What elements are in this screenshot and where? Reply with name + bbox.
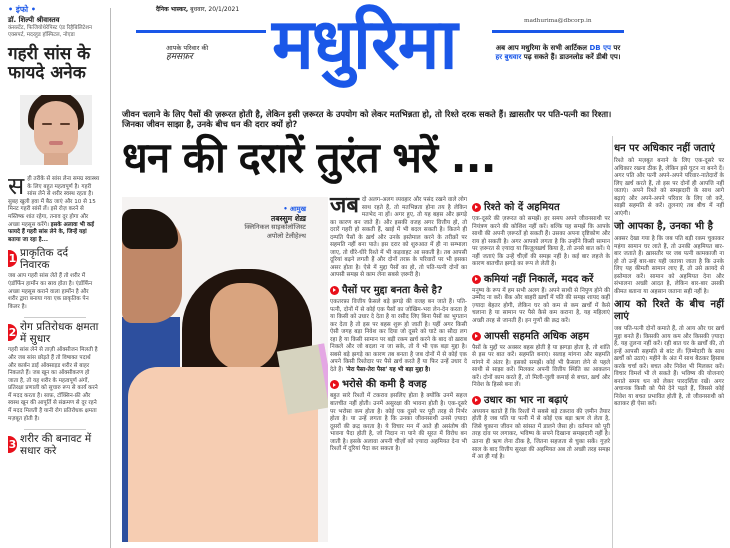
sidebar-dropcap: स bbox=[8, 172, 25, 200]
point-body: जब आप गहरी सांस लेते हैं तो शरीर में एंडॉर्फिन हार्मोन का स्राव होता है। एंडॉर्फिन अच्छा महसूस कराने वाला हार्मोन है और शरीर द्वारा बनाया गया एक प्राकृतिक पेन किलर है। bbox=[8, 273, 93, 310]
tagline-line-1: आपके परिवार की bbox=[166, 44, 209, 52]
article-column-1 bbox=[330, 193, 467, 454]
point-number-badge: 1 bbox=[8, 252, 17, 266]
section-heading bbox=[472, 394, 610, 407]
couple-with-money-photo bbox=[122, 197, 328, 542]
sidebar-intro-bold: इसके अलावा भी कई फायदे हैं गहरी सांस लेने के, जिन्हें यहां बताया जा रहा है... bbox=[8, 221, 94, 243]
column-divider bbox=[110, 8, 111, 548]
section-heading bbox=[472, 330, 610, 343]
woman-breathing-photo bbox=[20, 95, 92, 165]
point-number-badge: 2 bbox=[8, 326, 17, 340]
point-title: प्राकृतिक दर्द निवारक bbox=[20, 247, 69, 271]
section-text: एकतरफ़ा वित्तीय फ़ैसले बड़े झगड़े की वजह बन जाते हैं। पति-पत्नी, दोनों में से कोई एक पैसों का जोखिम-भरा लेन-देन करता है या किसी को उधार दे देता है या रसीद लिए बिना पैसों का भुगतान कर देता है तो इस पर बहस शुरू हो जाती है। यहीं अगर किसी ऐसी जगह बड़ा निवेश कर दिया जो दूसरे को घाटे का सौदा लग रहा है या किसी सामान पर बड़ी रकम ख़र्च करने के बाद वो ख़राब निकले और जो बदला ना जा सके, तो ये भी एक बड़ा मुद्दा है। सबसे बड़े झगड़े का कारण तब बनता है जब दोनों में से कोई एक अपने किसी रिश्तेदार पर पैसे ख़र्च करते हैं या फिर उन्हें उधार दे देते हैं। bbox=[330, 299, 467, 373]
red-play-bullet-icon bbox=[330, 286, 339, 295]
red-play-bullet-icon bbox=[472, 396, 481, 405]
section-heading bbox=[330, 284, 467, 297]
promo-mid: पर bbox=[610, 44, 621, 52]
article-byline bbox=[196, 205, 306, 241]
point-title: रोग प्रतिरोधक क्षमता में सुधार bbox=[20, 321, 99, 345]
section-title: आपसी सहमति अधिक अहम bbox=[484, 330, 590, 342]
section-body: एक-दूसरे की ज़रूरत को समझें। हर समय अपने जीवनसाथी पर नियंत्रण करने की कोशिश नहीं करें। बल्कि यह समझें कि आपके साथी की अपनी ज़रूरतें हो सकती हैं। उसका अपना दृष्टिकोण और राय हो सकती है। अगर आपको लगता है कि उन्होंने किसी सामान पर ज़रूरत से ज़्यादा या फ़िज़ूलख़र्च किया है, तो उनसे बात करें। ये नहीं जताएं कि उन्हें चीज़ों की समझ नहीं है। कई बार लहजे के कारण बातचीत झगड़े का रूप ले लेती है। bbox=[472, 216, 610, 268]
byline-tag: • आमुख bbox=[283, 205, 306, 213]
section-heading bbox=[330, 378, 467, 391]
right-section-body: जब पति-पत्नी दोनों कमाते हैं, तो आय और घर ख़र्च मुद्दा बनते हैं। किसकी आय कम और किसकी ज़्यादा है, यह तुलना नहीं करें। रही बात घर के ख़र्चों की, तो इन्हें आपसी सहमति से बांट लें। ज़िम्मेदारी के साथ ख़र्चों को उठाएं। महीने के अंत में साथ बैठकर हिसाब करके चर्चा करें। बचत और निवेश भी मिलकर करें। विचार विमर्श भी ले सकते हैं। भविष्य की योजनाएं बनाते समय धन को लेकर पारदर्शिता रखें। अगर अचानक किसी को पैसे देने पड़ते हैं, जिससे कोई निवेश या बचत प्रभावित होती है, तो जीवनसाथी को बताकर ही ऐसा करें। bbox=[614, 326, 724, 407]
sidebar-point-1 bbox=[8, 248, 100, 311]
tagline bbox=[166, 44, 208, 62]
right-section-title: आय को रिश्ते के बीच नहीं लाएं bbox=[614, 299, 724, 322]
lead-paragraph bbox=[330, 193, 467, 280]
promo-app-name: DB एप bbox=[589, 44, 611, 52]
section-title: उधार का भार ना बढ़ाएं bbox=[484, 394, 568, 406]
byline-name: तबस्सुम शेख़ bbox=[271, 214, 306, 223]
section-title: भरोसे की कमी है वजह bbox=[342, 379, 427, 391]
paper-name: दैनिक भास्कर, bbox=[156, 6, 189, 13]
tagline-line-2: हमसफ़र bbox=[166, 52, 193, 62]
section-body: बहुत सारे रिश्तों में टकराव इसलिए होता है क्योंकि उनमें सहज बातचीत नहीं होती। उनमें असुरक्षा की भावना होती है। एक-दूसरे पर भरोसा कम होता है। कोई एक दूसरे पर पूरी तरह से निर्भर होता है। या उन्हें लगता है कि उनका जीवनसाथी उनसे ज़्यादा दूसरों की क़द्र करता है। ये विचार मन में आते ही असंतोष की भावना पैदा होती है, जो निदान ना पाने की सूरत में विरोध बन जाती है। इसके अलावा अपनी चीज़ों को ज़्यादा अहमियत देना भी रिश्तों में दूरियां पैदा कर सकता है। bbox=[330, 393, 467, 453]
sidebar-author: डॉ. शिल्पी श्रीवास्तव bbox=[8, 16, 60, 24]
right-section-title: धन पर अधिकार नहीं जताएं bbox=[614, 143, 715, 154]
page-header bbox=[112, 0, 730, 100]
section-heading bbox=[472, 201, 610, 214]
info-tag: • इंफो • bbox=[8, 5, 36, 14]
section-body bbox=[330, 299, 467, 374]
promo-day: हर बुधवार bbox=[495, 53, 522, 61]
masthead-logo: मधुरिमा bbox=[272, 3, 456, 85]
red-play-bullet-icon bbox=[330, 380, 339, 389]
edition-date bbox=[156, 5, 239, 13]
header-rule bbox=[136, 30, 266, 33]
date-text: बुधवार, 20/1/2021 bbox=[188, 6, 240, 13]
section-heading bbox=[472, 273, 610, 286]
section-title: पैसों पर मुद्दा बनता कैसे है? bbox=[342, 285, 443, 297]
section-body: अध्ययन बताते हैं कि रिश्तों में सबसे बड़े टकराव की ज़मीन तैयार होती है जब पति या पत्नी में से कोई एक बड़ा ऋण ले लेता है, जिसे चुकाना जीवन को सांसत में डालने जैसा हो। वर्तमान को पूरी तरह दांव पर लगाकर, भविष्य के सपने दिखाना समझदारी नहीं है। उतना ही ऋण लेना ठीक है, जितना सहजता से चुका सकें। गुज़रे साल के बाद वित्तीय सुरक्षा की अहमियत अब तो अच्छी तरह समझ में आ ही गई है। bbox=[472, 408, 610, 461]
promo-text-1: अब आप मधुरिमा के सभी आर्टिकल bbox=[495, 44, 588, 52]
red-play-bullet-icon bbox=[472, 332, 481, 341]
section-title: रिश्ते को दें अहमियत bbox=[484, 202, 560, 213]
section-bold-text: 'मेरा पैसा-तेरा पैसा' यह भी बड़ा मुद्दा है। bbox=[345, 366, 431, 373]
contact-email[interactable]: madhurima@dbcorp.in bbox=[524, 18, 592, 24]
point-number-badge: 3 bbox=[8, 438, 17, 452]
article-column-2 bbox=[472, 197, 610, 462]
article-deck: जीवन चलाने के लिए पैसों की ज़रूरत होती है, लेकिन इसी ज़रूरत के उपयोग को लेकर मतभिन्नता हो, तो रिश्ते दरक सकते हैं। ख़ासतौर पर पति-पत्नी का रिश्ता। जिनका जीवन साझा है, उनके बीच धन की दरार क्यों हो? bbox=[122, 109, 612, 129]
section-title: कमियां नहीं निकालें, मदद करें bbox=[484, 273, 594, 285]
sidebar-intro-text: ही तरीके से सांस लेना समग्र स्वास्थ्य के लिए बहुत महत्वपूर्ण है। गहरी सांस लेने से शरीर स्वस्थ रहता है। सुबह खुली हवा में बैठ जाएं और 10 से 15 मिनट गहरी सांसें लें। इसे रोज़ करने से मस्तिष्क शांत रहेगा, तनाव दूर होगा और अच्छा महसूस करेंगे। bbox=[8, 176, 100, 228]
byline-role: क्लिनिकल साइकोलॉजिस्ट bbox=[244, 223, 306, 231]
header-rule bbox=[492, 30, 624, 33]
sidebar-title: गहरी सांस के फायदे अनेक bbox=[8, 44, 91, 83]
right-column bbox=[614, 140, 724, 409]
divider bbox=[24, 429, 86, 430]
sidebar-point-2 bbox=[8, 322, 100, 423]
byline-org: अपोलो टेलीहेल्थ bbox=[266, 232, 306, 240]
sidebar-point-3 bbox=[8, 434, 100, 457]
lead-dropword: जब bbox=[330, 193, 359, 218]
lead-text: दो अलग-अलग व्यवहार और पसंद रखने वाले लोग साथ रहते हैं, तो मतभिन्नता होना तय है लेकिन मतभेद ना हों। अगर हुए, तो यह बहस और झगड़े का कारण बन जाते हैं। और इसकी वजह अगर वित्तीय हो, तो दरारें गहरी हो सकती हैं, खाई में भी बदल सकती है। कितने ही दम्पति पैसों के ख़र्च और उनके इस्तेमाल करने के तरीक़ों पर सहमति नहीं बना पाते। इस दरार को शुरुआत में ही ना सम्भाला जाए, तो धीरे-धीरे रिश्ते में भी कड़वाहट आ सकती है। तब आपसी दूरियां बढ़ने लगती हैं और दोनों तरफ़ के परिवारों पर भी इसका असर होता है। ऐसे में मुद्दा पैसों का हो, तो पति-पत्नी दोनों का आपसी समझ से काम लेना सबसे ज़रूरी है। bbox=[330, 197, 467, 279]
sidebar-author-title: कंसल्टेंट, फिजियोथेरेपिस्ट एंड रिहैबिलिटेशन एक्सपर्ट, मदरहुड हॉस्पिटल, नोएडा bbox=[8, 25, 93, 38]
section-body: पैसों के मुद्दों पर अक्सर बहस होती है या झगड़ा होता है, तो शांति से इस पर बात करें। सहमति बनाएं। सलाह मांगना और सहमति मांगने में अंतर है। इसको समझें। कोई भी फ़ैसला लेने से पहले साथी से साझा करें। मिलकर अपनी वित्तीय स्थिति का आकलन करें। दोनों काम करते हैं, तो मिली-जुली कमाई से बचत, ख़र्च और निवेश के हिस्से बना लें। bbox=[472, 344, 610, 389]
red-play-bullet-icon bbox=[472, 275, 481, 284]
column-divider bbox=[612, 136, 613, 548]
red-play-bullet-icon bbox=[472, 203, 481, 212]
right-section-body: रिश्ते को मज़बूत बनाने के लिए एक-दूसरे पर अधिकार रखना ठीक है, लेकिन इसे घुटन ना बनने दें। अगर पति और पत्नी अपने-अपने परिवार-नातेदारों के लिए ख़र्च करते हैं, तो इस पर दोनों ही आपत्ति नहीं जताएं। अपने रिश्ते को समझदारी के साथ आगे बढ़ाएं और अपने-अपने परिवार के लिए जो करें, साझी सहमति से करें। तुलनाएं तब बीच में नहीं आएंगी। bbox=[614, 158, 724, 217]
sidebar-intro bbox=[8, 172, 100, 244]
point-title: शरीर की बनावट में सधार करे bbox=[20, 433, 92, 457]
right-section-title: जो आपका है, उनका भी है bbox=[614, 221, 713, 232]
article-headline: धन की दरारें तुरंत भरें ... bbox=[122, 133, 496, 182]
section-body: मनुष्य के रूप में हम सभी अलग हैं। अपने साथी से निपुण होने की उम्मीद ना करें। बैंक और बाहरी ख़र्चों में पति की समझ शायद कहीं ज़्यादा बेहतर होगी, लेकिन घर को कम से कम ख़र्चों में कैसे चलाना है या सामान पर पैसे कैसे कम कराना है, यह महिलाएं अच्छी तरह से जानती हैं। इन गुणों की क़द्र करें। bbox=[472, 287, 610, 325]
promo-text-2: पढ़ सकते हैं। डाउनलोड करें डीबी एप। bbox=[521, 53, 621, 61]
app-promo bbox=[492, 44, 624, 62]
right-section-body: अक्सर देखा गया है कि जब पति बड़ी रकम चुकाकर महंगा सामान घर लाते हैं, तो उनकी अहमियत बार-बार जताते हैं। ख़ासतौर पर जब पत्नी कामकाजी ना हो तो उन्हें बार-बार यही जताया जाता है कि उनके लिए यह कीमती सामान लाए हैं, तो उसे क़ायदे से इस्तेमाल करें। सामान को अहमियत देना और संभालना अच्छी आदत है, लेकिन बार-बार उसकी कीमत बताना या अहसान जताना सही नहीं है। bbox=[614, 236, 724, 295]
point-body: गहरी सांस लेने से ताज़ी ऑक्सीजन मिलती है और जब सांस छोड़ते हैं तो विषाक्त पदार्थ और कार्बन डाई ऑक्साइड शरीर से बाहर निकलते हैं। जब खून का ऑक्सीकरण हो जाता है, तो यह शरीर के महत्वपूर्ण अंगों, प्रतिरक्षा प्रणाली को सुचारु रूप से कार्य करने में मदद करता है। साफ़, टॉक्सिन-फ्री और स्वस्थ खून की आपूर्ति से संक्रमण से दूर रहने में मदद मिलती है यानी रोग प्रतिरोधक क्षमता मज़बूत होती है। bbox=[8, 347, 98, 422]
info-sidebar bbox=[0, 0, 106, 548]
divider bbox=[24, 317, 86, 318]
